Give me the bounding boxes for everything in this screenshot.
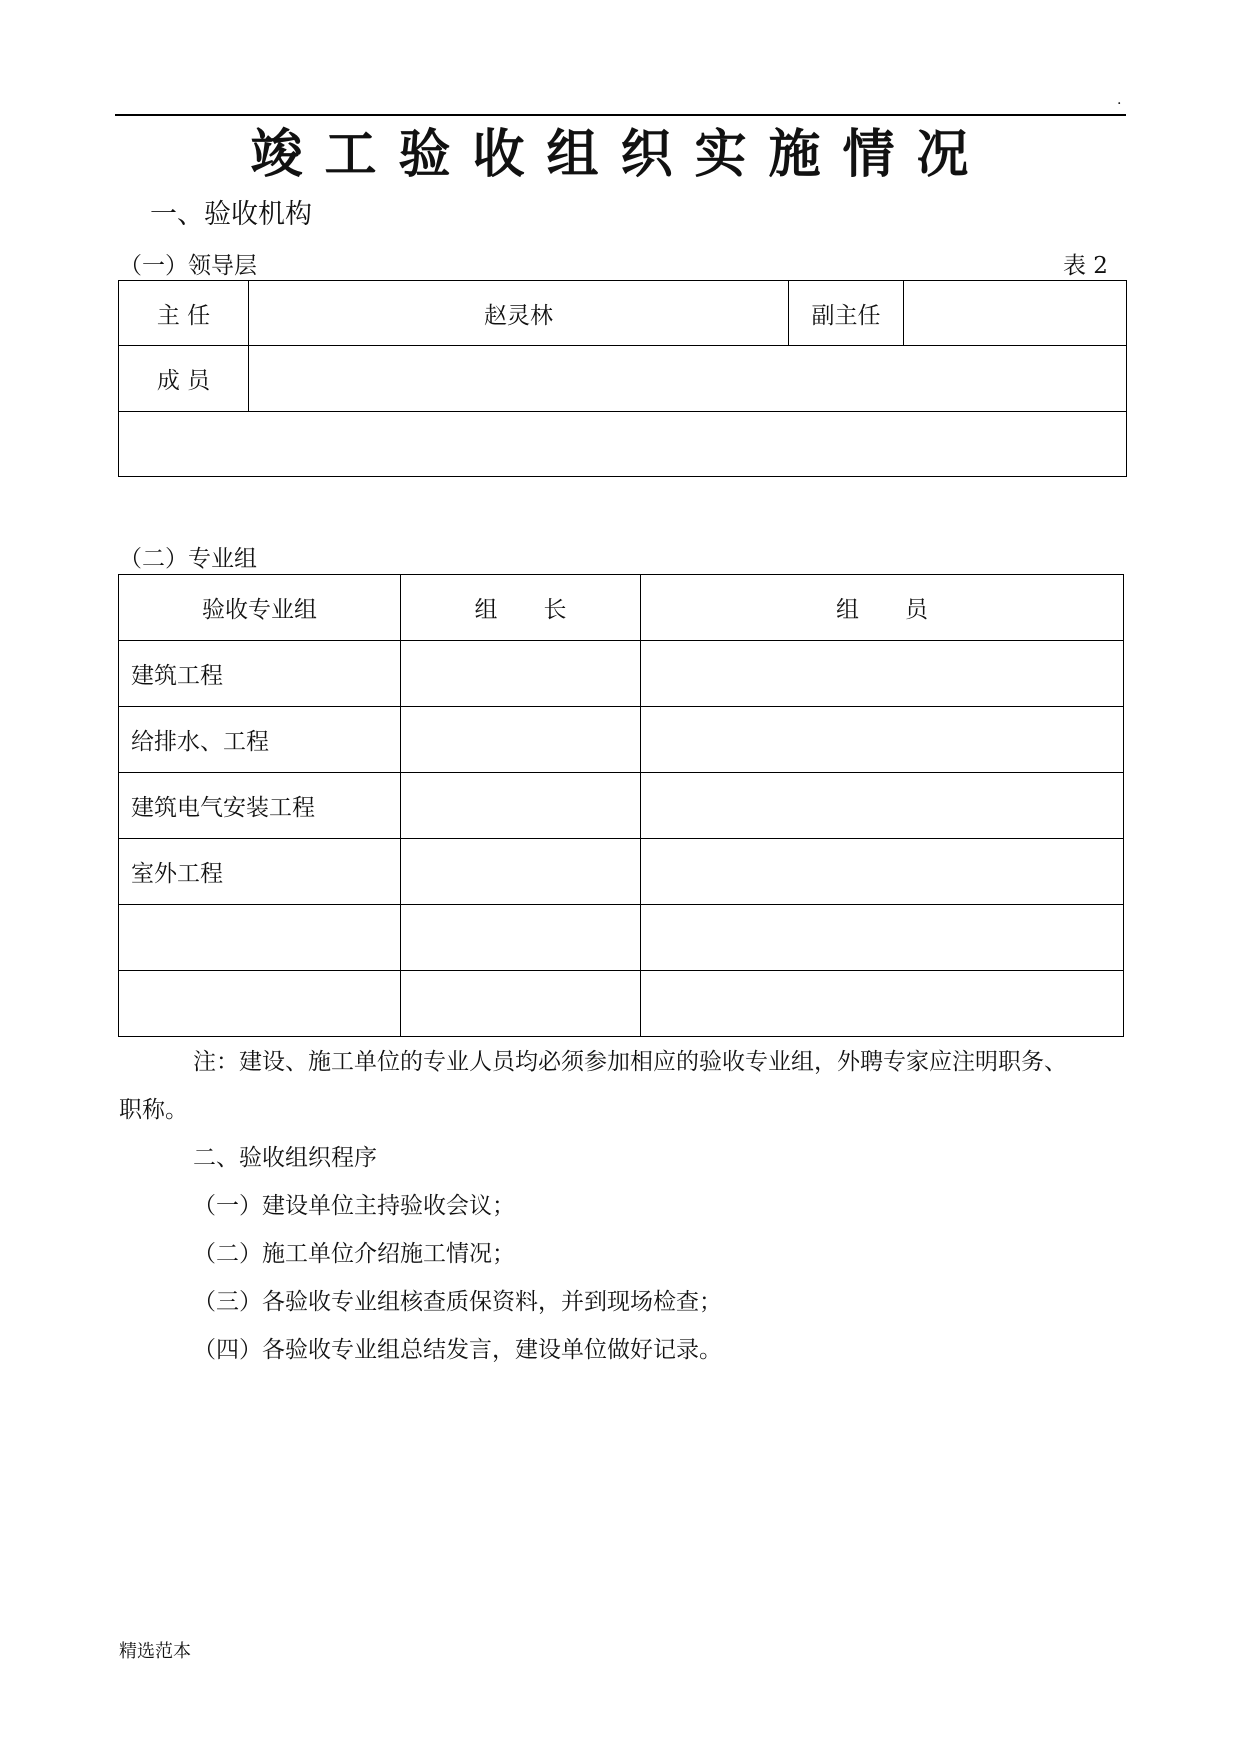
group-leader	[401, 707, 641, 773]
groups-header-leader: 组 长	[401, 575, 641, 641]
group-name	[119, 905, 401, 971]
director-label: 主 任	[119, 281, 249, 346]
group-name	[119, 971, 401, 1037]
header-mark: .	[1117, 92, 1122, 108]
leadership-caption: （一）领导层	[119, 253, 257, 279]
step-item: （三）各验收专业组核查质保资料，并到现场检查；	[193, 1289, 722, 1315]
deputy-label: 副主任	[789, 281, 904, 346]
group-members	[641, 707, 1124, 773]
note-line-2: 职称。	[119, 1097, 188, 1123]
table-row	[119, 773, 1124, 839]
table-row	[119, 971, 1124, 1037]
group-members	[641, 839, 1124, 905]
note-line-1: 注：建设、施工单位的专业人员均必须参加相应的验收专业组，外聘专家应注明职务、	[193, 1049, 1067, 1075]
step-item: （二）施工单位介绍施工情况；	[193, 1241, 515, 1267]
groups-header-name: 验收专业组	[119, 575, 401, 641]
groups-header-members: 组 员	[641, 575, 1124, 641]
group-name: 室外工程	[119, 839, 401, 905]
groups-caption: （二）专业组	[119, 546, 257, 572]
table-row	[119, 707, 1124, 773]
page-title: 竣工验收组织实施情况	[250, 125, 991, 185]
group-name: 建筑工程	[119, 641, 401, 707]
group-members	[641, 641, 1124, 707]
footer-text: 精选范本	[119, 1641, 191, 1662]
leadership-table	[118, 280, 1127, 477]
deputy-value	[904, 281, 1127, 346]
group-leader	[401, 773, 641, 839]
group-leader	[401, 641, 641, 707]
group-leader	[401, 839, 641, 905]
group-leader	[401, 971, 641, 1037]
group-name: 建筑电气安装工程	[119, 773, 401, 839]
group-members	[641, 905, 1124, 971]
group-members	[641, 773, 1124, 839]
leadership-blank-row	[119, 412, 1127, 477]
section1-heading: 一、验收机构	[150, 199, 312, 230]
table-row	[119, 905, 1124, 971]
step-item: （四）各验收专业组总结发言，建设单位做好记录。	[193, 1337, 722, 1363]
members-label: 成 员	[119, 346, 249, 412]
step-item: （一）建设单位主持验收会议；	[193, 1193, 515, 1219]
group-members	[641, 971, 1124, 1037]
group-name: 给排水、工程	[119, 707, 401, 773]
header-rule	[115, 114, 1126, 116]
table-number: 表 2	[1063, 253, 1108, 279]
group-leader	[401, 905, 641, 971]
table-row	[119, 641, 1124, 707]
table-row	[119, 839, 1124, 905]
groups-table	[118, 574, 1124, 1037]
director-value: 赵灵林	[249, 281, 789, 346]
members-value	[249, 346, 1127, 412]
section2-heading: 二、验收组织程序	[193, 1145, 377, 1171]
